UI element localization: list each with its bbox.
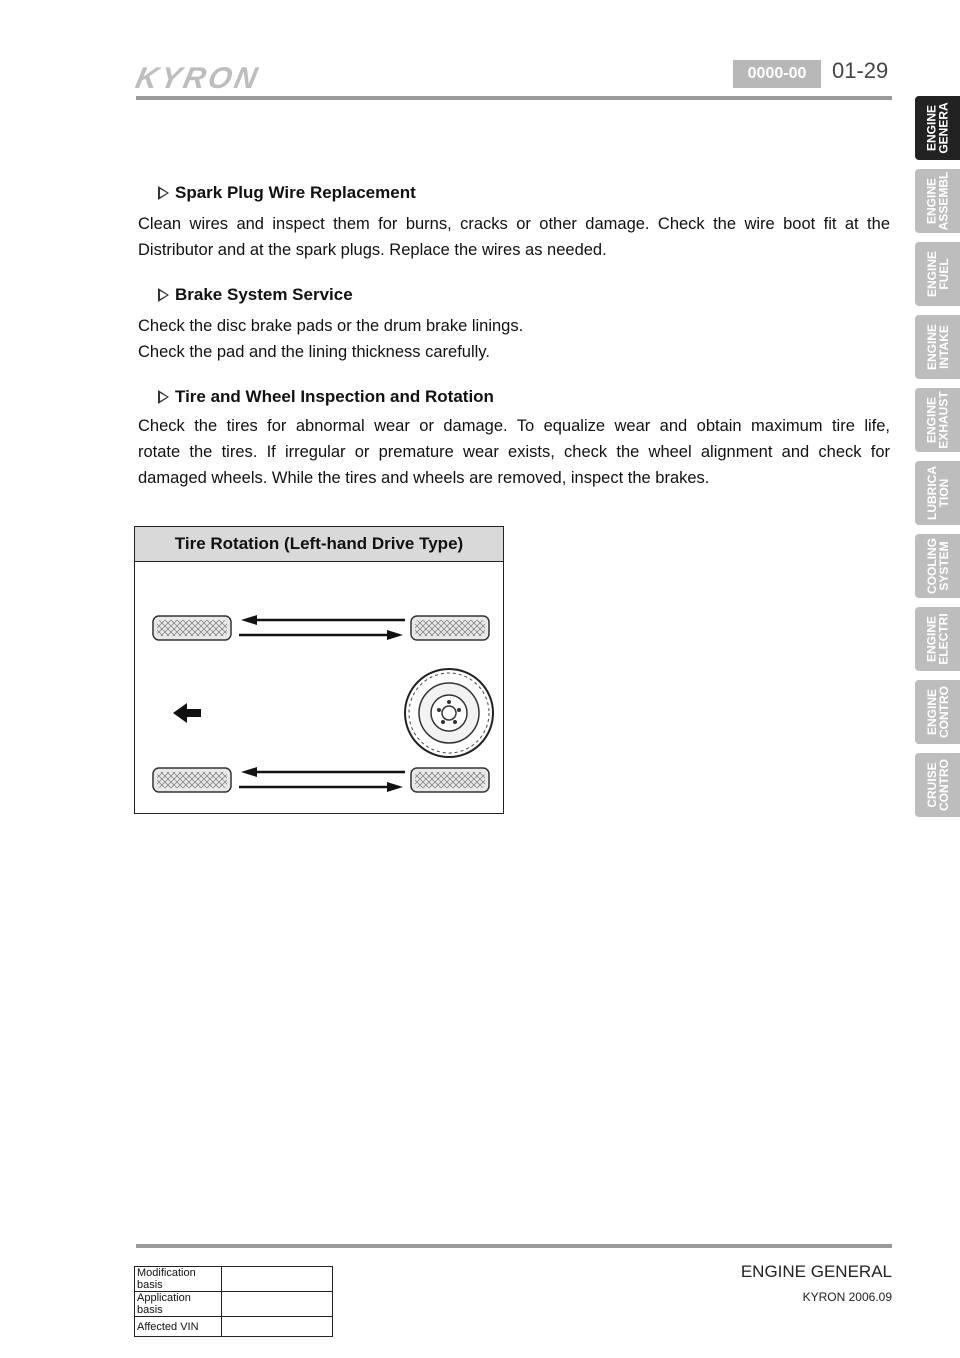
triangle-bullet-icon <box>158 186 169 200</box>
tire-rotation-figure <box>134 526 504 814</box>
modification-table <box>134 1266 333 1337</box>
side-tab-line2: EXHAUST <box>936 391 951 449</box>
header-divider <box>136 96 892 100</box>
side-tab-line2: GENERA <box>936 102 951 154</box>
section-code-badge: 0000-00 <box>733 60 821 88</box>
section-title-tire-rotation <box>158 387 494 407</box>
side-tab-line1: ENGINE <box>924 397 939 444</box>
body-line: Check the disc brake pads or the drum brake linings. <box>138 317 524 335</box>
tire-front-right-icon <box>411 616 489 640</box>
side-tab-line1: ENGINE <box>924 250 939 298</box>
section-title-spark-plug <box>158 183 416 203</box>
side-tab-label <box>926 172 950 231</box>
table-label: Affected VIN <box>135 1317 222 1337</box>
section-title-text: Brake System Service <box>175 285 353 304</box>
side-tab-label <box>926 538 950 594</box>
table-value <box>222 1317 333 1337</box>
side-tab-line1: ENGINE <box>924 105 939 152</box>
table-label: Modification basis <box>135 1267 222 1292</box>
table-value <box>222 1267 333 1292</box>
body-line: Distributor and at the spark plugs. Replace the wires as needed. <box>138 241 607 259</box>
side-tab[interactable] <box>915 534 960 598</box>
tire-rotation-diagram <box>135 563 503 813</box>
front-direction-arrow-icon <box>173 703 201 723</box>
footer-subtitle: KYRON 2006.09 <box>802 1290 892 1304</box>
side-tab[interactable] <box>915 315 960 379</box>
side-tab-line1: COOLING <box>924 538 939 594</box>
section-title-text: Spark Plug Wire Replacement <box>175 183 416 202</box>
side-tab-line2: FUEL <box>936 258 951 290</box>
table-label: Application basis <box>135 1292 222 1317</box>
rotation-arrows-rear <box>239 767 405 792</box>
tire-rear-right-icon <box>411 768 489 792</box>
side-tab-line1: ENGINE <box>924 616 939 663</box>
table-row <box>135 1317 333 1337</box>
table-row <box>135 1292 333 1317</box>
side-tab-label <box>926 759 950 811</box>
side-tab-line1: LUBRICA <box>924 466 939 520</box>
side-tab-line1: CRUISE <box>924 762 939 808</box>
figure-title: Tire Rotation (Left-hand Drive Type) <box>135 527 503 562</box>
table-value <box>222 1292 333 1317</box>
side-tab-line2: INTAKE <box>936 325 951 369</box>
side-tab[interactable] <box>915 753 960 817</box>
side-tab[interactable] <box>915 607 960 671</box>
side-tab[interactable] <box>915 96 960 160</box>
side-tab-label <box>926 613 950 664</box>
body-line: rotate the tires. If irregular or premature wear exists, check the wheel alignment and check for <box>138 443 890 461</box>
triangle-bullet-icon <box>158 288 169 302</box>
body-line: Clean wires and inspect them for burns, cracks or other damage. Check the wire boot fit at the <box>138 215 890 233</box>
side-tab-line1: ENGINE <box>924 689 939 736</box>
side-tab-line1: ENGINE <box>924 177 939 225</box>
rotation-arrows-front <box>239 615 405 640</box>
side-tab-label <box>926 324 950 370</box>
side-tab-line2: CONTRO <box>936 686 951 738</box>
section-body-tire-rotation <box>138 413 890 491</box>
side-tab-line2: SYSTEM <box>936 541 951 591</box>
side-tab[interactable] <box>915 242 960 306</box>
kyron-logo: KYRON <box>132 62 263 95</box>
section-title-text: Tire and Wheel Inspection and Rotation <box>175 387 494 406</box>
tire-rear-left-icon <box>153 768 231 792</box>
side-tab-label <box>926 102 950 153</box>
side-tab[interactable] <box>915 461 960 525</box>
side-tab-line1: ENGINE <box>924 323 939 371</box>
table-row <box>135 1267 333 1292</box>
page-number: 01-29 <box>832 58 889 83</box>
side-tab-label <box>926 391 950 448</box>
side-tab-line2: ASSEMBL <box>936 171 951 231</box>
side-tab-line2: CONTRO <box>936 759 951 811</box>
side-tab-label <box>926 251 950 297</box>
spare-wheel-icon <box>405 669 493 757</box>
section-body-spark-plug <box>138 211 890 263</box>
body-line: Check the tires for abnormal wear or damage. To equalize wear and obtain maximum tire life, <box>138 417 890 435</box>
tire-front-left-icon <box>153 616 231 640</box>
section-body-brake <box>138 313 890 365</box>
side-tab[interactable] <box>915 169 960 233</box>
section-title-brake <box>158 285 353 305</box>
footer-title: ENGINE GENERAL <box>740 1262 892 1281</box>
body-line: Check the pad and the lining thickness carefully. <box>138 343 490 361</box>
side-tab-label <box>926 466 950 520</box>
side-tab[interactable] <box>915 388 960 452</box>
side-tab-label <box>926 686 950 738</box>
body-line: damaged wheels. While the tires and wheels are removed, inspect the brakes. <box>138 469 710 487</box>
side-tab-line2: TION <box>936 478 951 508</box>
triangle-bullet-icon <box>158 390 169 404</box>
side-tab[interactable] <box>915 680 960 744</box>
side-tab-line2: ELECTRI <box>936 613 951 665</box>
footer-divider <box>136 1244 892 1248</box>
